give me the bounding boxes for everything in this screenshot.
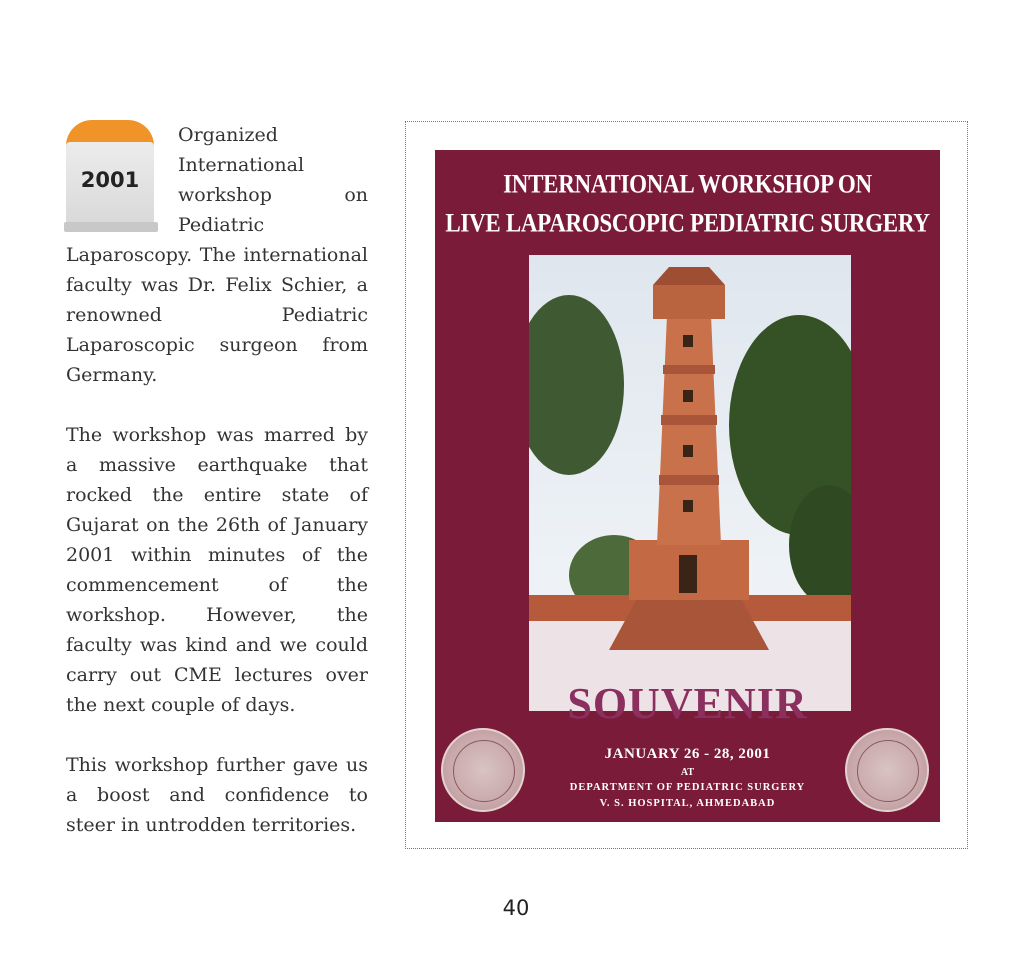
milestone-year: 2001 — [80, 168, 140, 192]
cover-dates: JANUARY 26 - 28, 2001 — [604, 746, 771, 762]
cover-hospital: V. S. HOSPITAL, AHMEDABAD — [599, 798, 776, 809]
body-text — [66, 120, 368, 870]
tower-door — [679, 555, 697, 593]
cover-at: AT — [680, 767, 695, 778]
cover-department: DEPARTMENT OF PEDIATRIC SURGERY — [569, 782, 806, 793]
cover-title — [435, 165, 940, 243]
tower-crown — [653, 267, 725, 285]
cover-title-line1: INTERNATIONAL WORKSHOP ON — [503, 169, 872, 199]
tower-photo — [529, 255, 851, 711]
tree-left — [529, 295, 624, 475]
tower-band-2 — [663, 365, 715, 374]
tower-band-3 — [659, 475, 719, 485]
paragraph-boost: This workshop further gave us a boost and confidence to steer in untrodden territories. — [66, 754, 368, 836]
souvenir-heading: SOUVENIR — [567, 679, 808, 728]
tower-band-1 — [661, 415, 717, 425]
tower-top — [653, 285, 725, 319]
paragraph-workshop: Organized International workshop on Pediatric Laparoscopy. The international faculty was Dr. Felix Schier, a renowned Pediatric Laparoscopic surgeon from Germany. — [66, 124, 368, 386]
cover-title-line2: LIVE LAPAROSCOPIC PEDIATRIC SURGERY — [445, 208, 930, 238]
souvenir-cover-image — [435, 150, 940, 822]
page-number: 40 — [502, 896, 530, 920]
paragraph-earthquake: The workshop was marred by a massive earthquake that rocked the entire state of Gujarat on the 26th of January 2001 within minutes of the commencement of the workshop. However, the faculty was kind and we could carry out CME lectures over the next couple of days. — [66, 424, 368, 716]
tower-illustration — [529, 255, 851, 711]
